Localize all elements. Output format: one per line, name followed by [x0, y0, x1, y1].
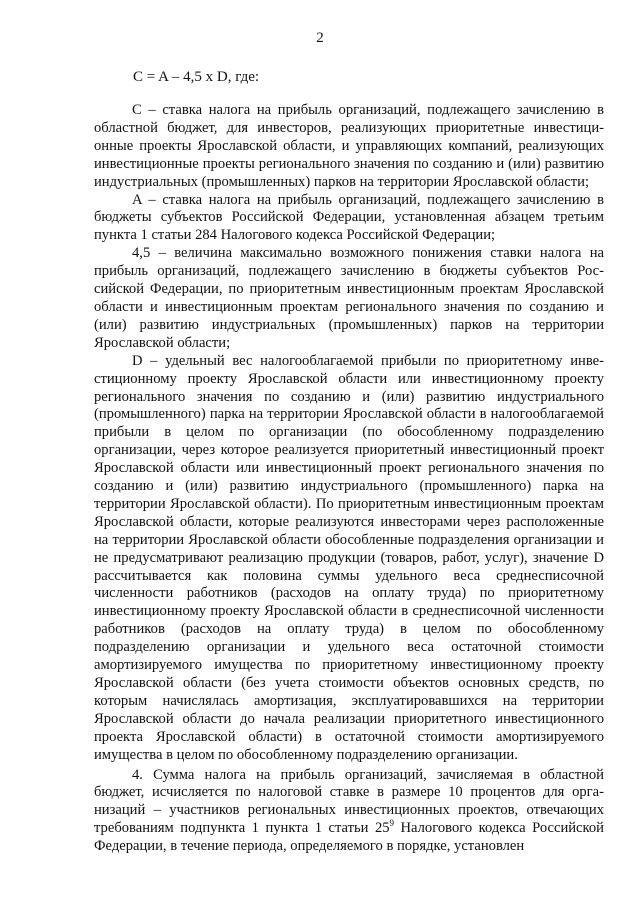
- document-body: [94, 102, 604, 856]
- paragraph-item-4-text: 4. Сумма налога на прибыль организаций, зачисляемая в областной бюджет, исчисляется по налоговой ставке в размере 10 процентов для организаций – участников региональных инвестиционных проектов, отвечающих требованиям подпункта 1 пункта 1 статьи 25: [94, 766, 604, 837]
- paragraph-coefficient-definition: 4,5 – величина максимально возможного понижения ставки налога на прибыль организаций, подлежащего зачислению в бюджеты субъектов Российской Федерации, по приоритетным инвестиционным проектам Ярославской области и инвестиционным проектам регионального значения по созданию и (или) развитию индустриальных (промышленных) парков на территории Ярославской области;: [94, 245, 604, 351]
- article-superscript: 9: [389, 818, 395, 829]
- paragraph-a-definition: A – ставка налога на прибыль организаций, подлежащего зачислению в бюджеты субъектов Российской Федерации, установленная абзацем третьим пункта 1 статьи 284 Налогового кодекса Российской Федерации;: [94, 191, 604, 244]
- paragraph-item-4: [94, 767, 604, 857]
- page-number: 2: [316, 30, 324, 46]
- paragraph-d-definition: D – удельный вес налогооблагаемой прибыли по приоритетному инвестиционному проекту Ярославской области или инвестиционному проекту регионального значения по созданию и (или) развитию индустриального (промышленного) парка на территории Ярославской области в налогооблагаемой прибыли в целом по организации (по обособленному подразделению организации, через которое реализуется приоритетный инвестиционный проект Ярославской области или инвестиционный проект регионального значения по созданию и (или) развитию индустриального (промышленного) парка на территории Ярославской области). По приоритетным инвестиционным проектам Ярославской области, которые реализуются инвесторами через расположенные на территории Ярославской области обособленные подразделения организации и не предусматривают реализацию продукции (товаров, работ, услуг), значение D рассчитывается как половина суммы удельного веса среднесписочной численности работников (расходов на оплату труда) по приоритетному инвестиционному проекту Ярославской области в среднесписочной численности работников (расходов на оплату труда) в целом по обособленному подразделению организации и удельного веса остаточной стоимости амортизируемого имущества по приоритетному инвестиционному проекту Ярославской области (без учета стоимости объектов основных средств, по которым начислялась амортизация, эксплуатировавшихся на территории Ярославской области до начала реализации приоритетного инвестиционного проекта Ярославской области) в остаточной стоимости амортизируемого имущества в целом по обособленному подразделению организации.: [94, 352, 604, 763]
- tax-rate-formula: C = A – 4,5 х D, где:: [133, 69, 260, 85]
- paragraph-item-4-text-continued: Налогового кодекса Российской Федерации, в течение периода, определяемого в порядке, установлен: [94, 820, 604, 855]
- paragraph-c-definition: C – ставка налога на прибыль организаций, подлежащего зачислению в областной бюджет, для инвесторов, реализующих приоритетные инвестиционные проекты Ярославской области, и управляющих компаний, реализующих инвестиционные проекты регионального значения по созданию и (или) развитию индустриальных (промышленных) парков на территории Ярославской области;: [94, 102, 604, 190]
